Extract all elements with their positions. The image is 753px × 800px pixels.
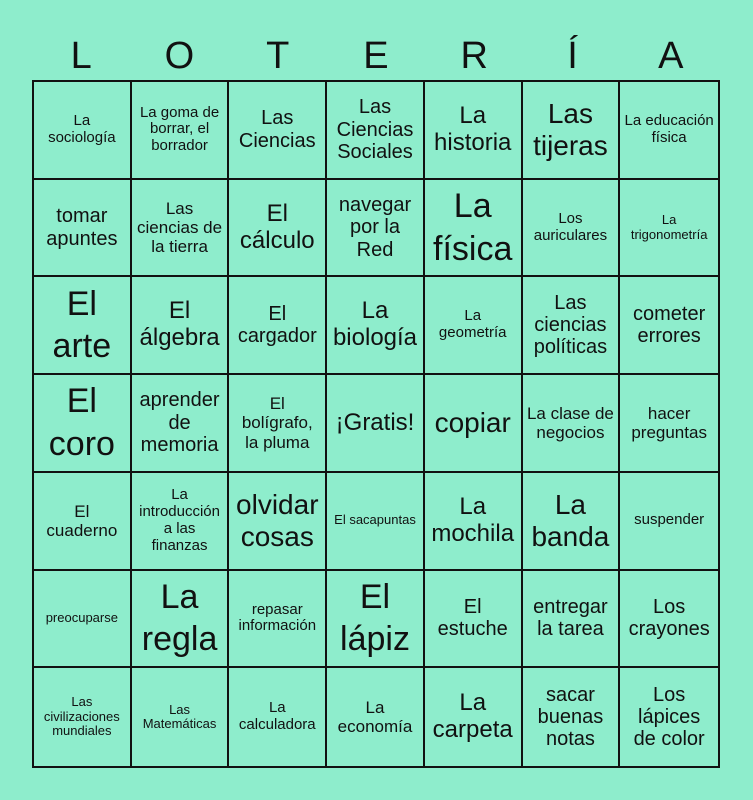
bingo-cell[interactable] — [132, 571, 230, 669]
bingo-cell[interactable] — [620, 473, 718, 571]
bingo-cell-label: Las Ciencias — [238, 107, 316, 152]
bingo-cell[interactable] — [229, 375, 327, 473]
bingo-cell[interactable] — [425, 668, 523, 766]
title-letter: E — [363, 35, 389, 77]
bingo-cell[interactable] — [229, 473, 327, 571]
bingo-cell[interactable] — [425, 277, 523, 375]
bingo-cell-label: La carpeta — [432, 689, 513, 744]
bingo-cell-label: cometer errores — [633, 302, 706, 348]
board-title — [32, 30, 720, 82]
bingo-cell[interactable] — [229, 180, 327, 278]
title-letter: A — [658, 35, 684, 77]
bingo-cell-label: tomar apuntes — [46, 205, 118, 250]
bingo-cell-label: El cálculo — [239, 199, 315, 254]
bingo-cell[interactable] — [620, 571, 718, 669]
bingo-cell-label: aprender de memoria — [139, 389, 220, 457]
bingo-cell[interactable] — [229, 571, 327, 669]
bingo-cell-label: Las ciencias políticas — [533, 291, 608, 359]
bingo-cell-label: entregar la tarea — [533, 596, 608, 641]
bingo-cell-label: Las Matemáticas — [142, 701, 217, 732]
bingo-cell[interactable] — [620, 82, 718, 180]
bingo-cell-label: El cuaderno — [46, 501, 118, 540]
bingo-cell[interactable] — [425, 571, 523, 669]
bingo-cell-label: Las tijeras — [533, 98, 608, 161]
bingo-cell-label: Los auriculares — [533, 209, 608, 244]
bingo-cell[interactable] — [327, 180, 425, 278]
title-letter: Í — [567, 35, 578, 77]
bingo-cell-label: El álgebra — [139, 297, 220, 352]
bingo-cell-label: La regla — [141, 577, 218, 659]
title-letter: R — [460, 35, 488, 77]
bingo-cell-label: El estuche — [437, 596, 508, 641]
bingo-cell-label: La introducción a las finanzas — [139, 486, 220, 554]
bingo-cell-label: El cargador — [237, 302, 317, 348]
bingo-cell-label: La goma de borrar, el borrador — [139, 103, 220, 155]
bingo-cell-label: El sacapuntas — [334, 512, 416, 528]
bingo-cell-label: La economía — [337, 698, 413, 737]
bingo-cell[interactable] — [132, 277, 230, 375]
bingo-cell[interactable] — [620, 375, 718, 473]
bingo-cell[interactable] — [620, 668, 718, 766]
bingo-cell[interactable] — [34, 375, 132, 473]
title-letter: O — [164, 35, 195, 77]
bingo-cell[interactable] — [132, 668, 230, 766]
bingo-cell-label: El lápiz — [340, 577, 410, 659]
bingo-cell[interactable] — [34, 473, 132, 571]
bingo-cell-label: La trigonometría — [630, 212, 708, 242]
bingo-cell[interactable] — [523, 180, 621, 278]
bingo-cell[interactable] — [523, 375, 621, 473]
bingo-board — [32, 80, 720, 768]
bingo-cell-label: suspender — [634, 511, 705, 529]
bingo-cell-label: La física — [433, 187, 513, 268]
bingo-cell-label: La calculadora — [238, 699, 316, 734]
bingo-cell-label: Las Ciencias Sociales — [336, 96, 414, 164]
bingo-cell[interactable] — [327, 473, 425, 571]
bingo-cell-label: Los crayones — [628, 596, 710, 641]
bingo-cell-label: ¡Gratis! — [335, 408, 415, 436]
bingo-cell[interactable] — [327, 277, 425, 375]
bingo-cell[interactable] — [425, 473, 523, 571]
bingo-cell-label: Las ciencias de la tierra — [137, 199, 223, 257]
bingo-cell[interactable] — [34, 277, 132, 375]
bingo-cell[interactable] — [620, 180, 718, 278]
bingo-cell[interactable] — [34, 571, 132, 669]
bingo-cell[interactable] — [425, 375, 523, 473]
bingo-cell[interactable] — [132, 375, 230, 473]
bingo-cell[interactable] — [523, 277, 621, 375]
bingo-cell-label: La geometría — [438, 307, 507, 342]
bingo-cell-label: Las civilizaciones mundiales — [43, 694, 120, 739]
bingo-cell[interactable] — [229, 668, 327, 766]
bingo-cell[interactable] — [327, 375, 425, 473]
bingo-cell-label: El arte — [52, 284, 112, 366]
bingo-cell-label: repasar información — [238, 600, 317, 635]
bingo-cell-label: La educación física — [624, 112, 714, 146]
title-letter: T — [266, 35, 290, 77]
bingo-cell-label: La sociología — [48, 112, 116, 146]
bingo-cell[interactable] — [132, 473, 230, 571]
bingo-cell[interactable] — [425, 82, 523, 180]
bingo-cell[interactable] — [327, 668, 425, 766]
bingo-cell-label: sacar buenas notas — [537, 683, 604, 751]
bingo-cell-label: La historia — [434, 101, 512, 156]
bingo-cell[interactable] — [523, 668, 621, 766]
bingo-cell-label: Los lápices de color — [633, 683, 705, 751]
title-letter: L — [70, 35, 92, 77]
bingo-cell[interactable] — [523, 82, 621, 180]
bingo-cell[interactable] — [425, 180, 523, 278]
bingo-cell[interactable] — [327, 571, 425, 669]
bingo-cell-label: hacer preguntas — [631, 403, 707, 442]
bingo-cell[interactable] — [523, 571, 621, 669]
bingo-cell-label: copiar — [434, 407, 511, 439]
bingo-cell[interactable] — [34, 82, 132, 180]
bingo-cell[interactable] — [229, 277, 327, 375]
bingo-cell-label: olvidar cosas — [236, 489, 319, 552]
bingo-cell-label: preocuparse — [45, 610, 118, 626]
bingo-cell-label: navegar por la Red — [338, 193, 412, 261]
bingo-cell-label: La biología — [332, 297, 418, 352]
bingo-cell[interactable] — [523, 473, 621, 571]
bingo-cell[interactable] — [34, 180, 132, 278]
bingo-cell[interactable] — [229, 82, 327, 180]
bingo-cell[interactable] — [132, 82, 230, 180]
bingo-cell-label: El bolígrafo, la pluma — [241, 394, 313, 452]
bingo-cell-label: La mochila — [431, 492, 515, 547]
bingo-cell[interactable] — [34, 668, 132, 766]
bingo-cell[interactable] — [620, 277, 718, 375]
bingo-cell-label: La clase de negocios — [526, 403, 614, 442]
bingo-cell[interactable] — [327, 82, 425, 180]
bingo-cell-label: La banda — [531, 489, 610, 552]
bingo-cell-label: El coro — [48, 382, 115, 463]
bingo-cell[interactable] — [132, 180, 230, 278]
